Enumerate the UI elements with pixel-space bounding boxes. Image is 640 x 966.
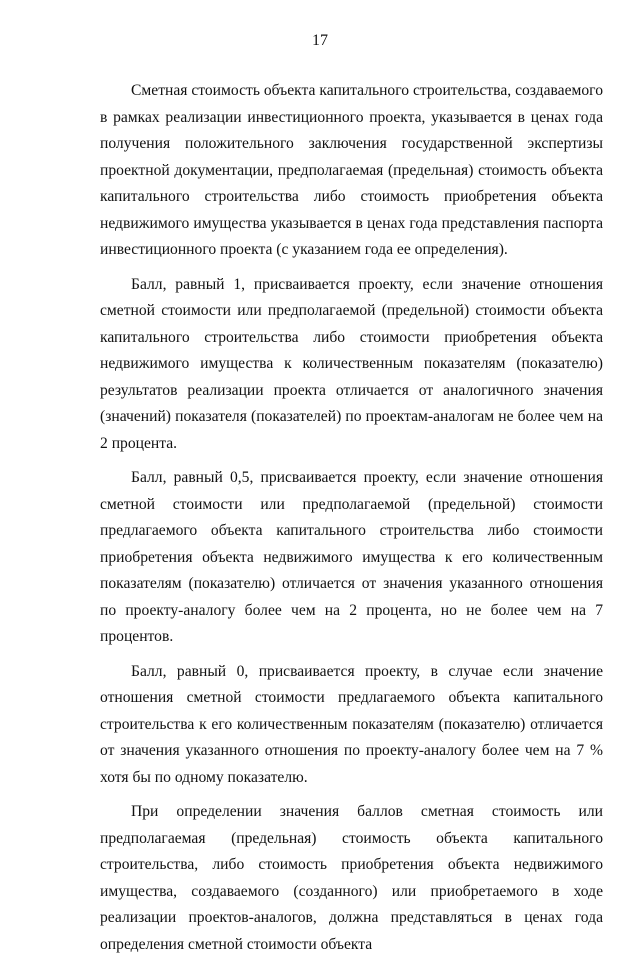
paragraph-estimated-cost: Сметная стоимость объекта капитального строительства, создаваемого в рамках реализации инвестиционного проекта, указывается в ценах года получения положительного заключения государственной экспертизы проектной документации, предполагаемая (предельная) стоимость объекта капитального строительства либо стоимость приобретения объекта недвижимого имущества указывается в ценах года представления паспорта инвестиционного проекта (с указанием года ее определения). (100, 82, 603, 258)
document-body (100, 78, 603, 966)
page-number: 17 (312, 32, 328, 49)
paragraph-determination: При определении значения баллов сметная стоимость или предполагаемая (предельная) стоимость объекта капитального строительства, либо стоимость приобретения объекта недвижимого имущества, создаваемого (созданного) или приобретаемого в ходе реализации проектов-аналогов, должна представляться в ценах года определения сметной стоимости объекта (100, 803, 603, 953)
paragraph-score-1: Балл, равный 1, присваивается проекту, если значение отношения сметной стоимости или предполагаемой (предельной) стоимости объекта капитального строительства либо стоимости приобретения объекта недвижимого имущества к количественным показателям (показателю) результатов реализации проекта отличается от аналогичного значения (значений) показателя (показателей) по проектам-аналогам не более чем на 2 процента. (100, 275, 603, 452)
paragraph-score-0: Балл, равный 0, присваивается проекту, в случае если значение отношения сметной стоимости предлагаемого объекта капитального строительства к его количественным показателям (показателю) отличается от значения указанного отношения по проекту-аналогу более чем на 7 % хотя бы по одному показателю. (100, 662, 603, 786)
paragraph-score-0-5: Балл, равный 0,5, присваивается проекту, если значение отношения сметной стоимости или предполагаемой (предельной) стоимости предлагаемого объекта капитального строительства либо стоимости приобретения объекта недвижимого имущества к его количественным показателям (показателю) отличается от значения указанного отношения по проекту-аналогу более чем на 2 процента, но не более чем на 7 процентов. (100, 469, 603, 645)
